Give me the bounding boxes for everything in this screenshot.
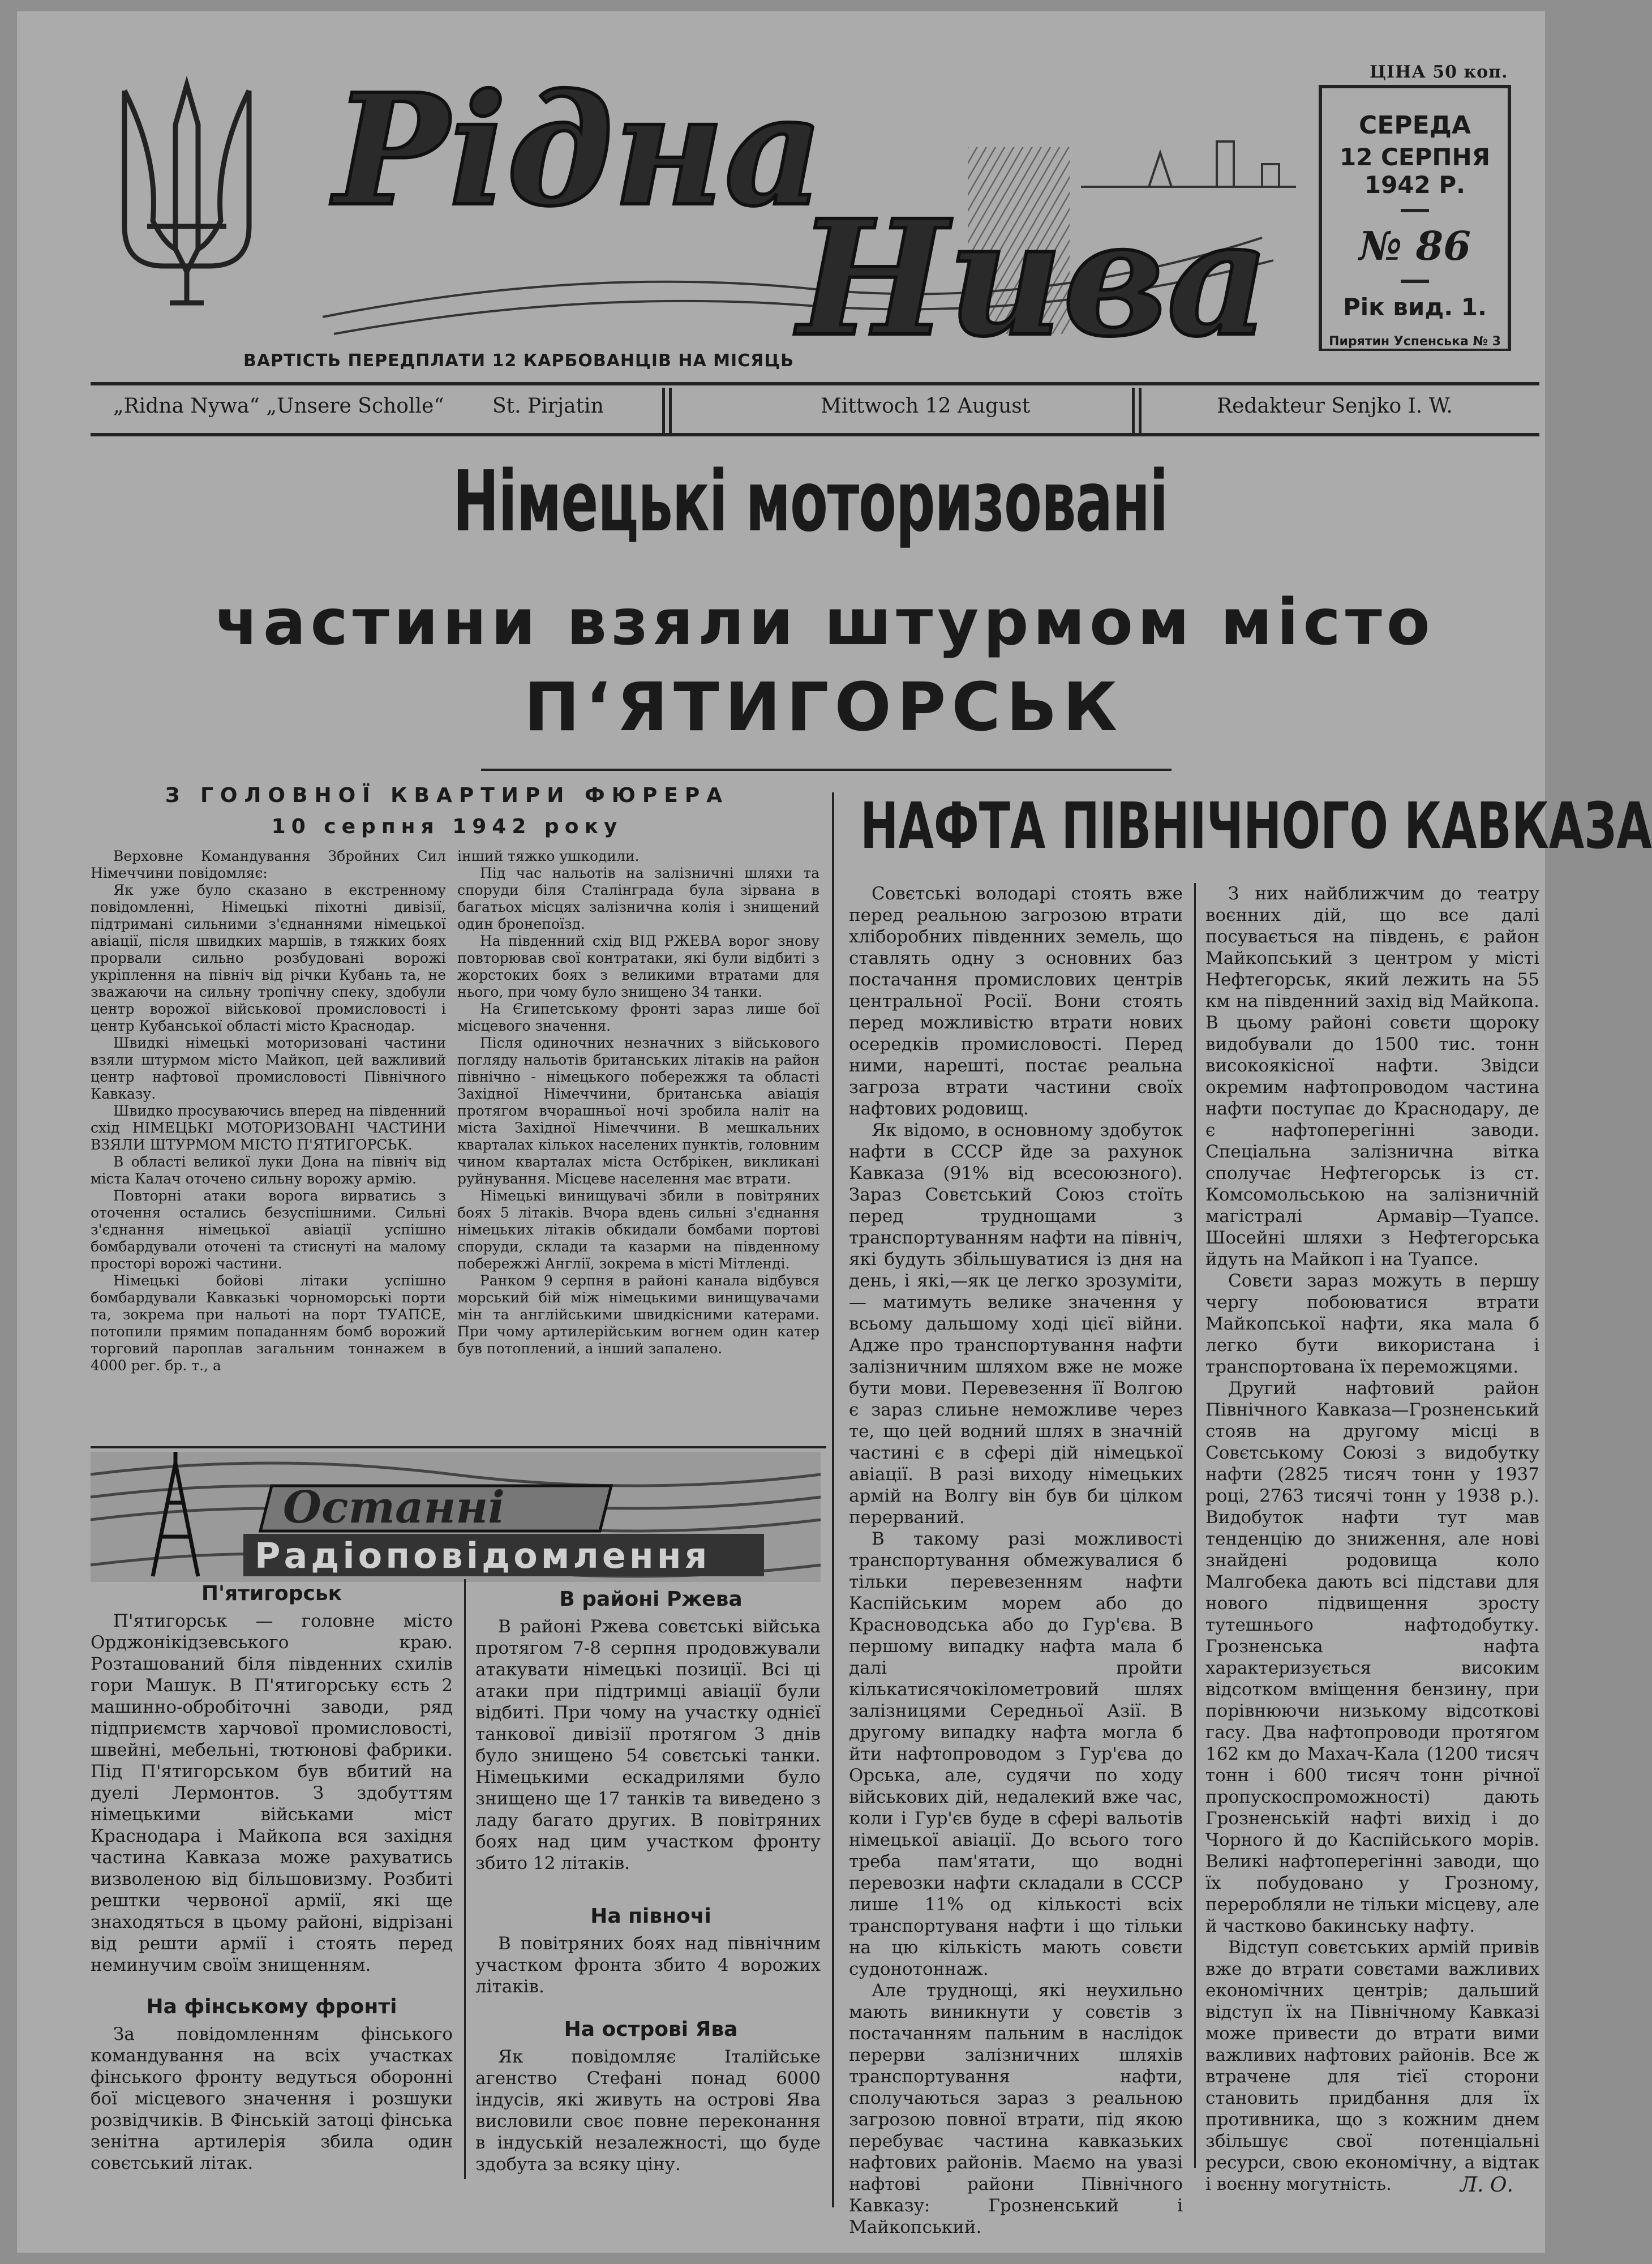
paragraph: В повітряних боях над північним участком фронта збито 4 ворожих літаків.: [475, 1933, 821, 1997]
paragraph: В районі Ржева совєтські війська протягом 7-8 серпня продовжували атакувати німецькі позиції. Всі ці атаки при підтримці авіації були відбиті. При чому на участку однієї танкової дивізії протягом 3 днів було знищено 54 совєтські танки. Німецькими ескадрилями було знищено ще 17 танків та виведено з ладу багато других. В повітряних боях над цим участком фронту збито 12 літаків.: [475, 1616, 821, 1873]
paragraph: Але труднощі, які неухильно мають виникнути у совєтів з постачанням пальним в наслідок перерви залізничних шляхів транспортування нафти, сполучаються зараз з реальною загрозою повної втрати, під якою перебуває частина кавказьких нафтових районів. Маємо на увазі нафтові райони Північного Кавказу: Грозненський і Майкопський.: [849, 1980, 1183, 2237]
issue-date-box: [1319, 85, 1511, 351]
radio-news-banner: [91, 1452, 821, 1582]
hq-section-date: 10 серпня 1942 року: [271, 815, 623, 838]
rzhev-head: В районі Ржева: [559, 1588, 743, 1611]
paragraph: Ранком 9 серпня в районі канала відбувся морський бій між німецькими винищувачами мін та англійськими швидкісними катерами. При чому артилерійським вогнем один катер був потоплений, а інший запалено.: [457, 1272, 819, 1357]
java-text: [475, 2046, 821, 2175]
paragraph: Совєтські володарі стоять вже перед реальною загрозою втрати хліборобних південних земель, що ставлять одну з основних баз постачання промислових центрів центральної Росії. Вони стоять перед можливістю втрати нових осередків промисловості. Перед ними, нарешті, постає реальна загроза втрати частини своїх нафтових родовищ.: [849, 884, 1183, 1119]
publisher-address: Пирятин Успенська № 3: [1322, 335, 1508, 349]
paragraph: Після одиночних незначних з військового погляду нальотів британських літаків на район північно - німецького побережжя та області Західної Німеччини, британська авіація протягом вчорашньої ночі зробила наліт на міста Західної Німеччини. В мешкальних кварталах кількох населених пунктів, головним чином кварталах міста Остбрікен, викликані руйнування. Місцеве населення має втрати.: [457, 1035, 819, 1187]
paragraph: Німецькі винищувачі збили в повітряних боях 5 літаків. Вчора вдень сильні з'єднання німецьких літаків обкидали бомбами портові споруди, склади та казарми на південному побережжі Англії, зокрема в місті Мітленді.: [457, 1187, 819, 1272]
paragraph: Швидко просуваючись вперед на південний схід НІМЕЦЬКІ МОТОРИЗОВАНІ ЧАСТИНИ ВЗЯЛИ ШТУРМОМ МІСТО П'ЯТИГОРСЬК.: [91, 1103, 446, 1153]
divider: [1401, 209, 1429, 212]
north-head: На півночі: [590, 1905, 711, 1928]
banner-title-line1: Останні: [283, 1482, 505, 1533]
price-label: ЦІНА 50 коп.: [1370, 62, 1508, 82]
divider: [662, 388, 665, 433]
paragraph: Як повідомляє Італійське агенство Стефані понад 6000 індусів, які живуть на острові Ява висловили своє повне переконання в індуській незалежності, що буде здобута за всяку ціну.: [475, 2047, 821, 2175]
subscription-info: ВАРТІСТЬ ПЕРЕДПЛАТИ 12 КАРБОВАНЦІВ НА МІСЯЦЬ: [243, 351, 794, 371]
paragraph: Як уже було сказано в екстренному повідомленні, Німецькі піхотні дивізії, підтримані сильними з'єднаннями німецької авіації, після швидких маршів, в тяжких боях прорвали сильно розбудовані ворожі укріплення на північ від річки Кубань та, не зважаючи на сильну тропічну спеку, здобули центр ворожої військової промисловості і центр Кубанської області місто Краснодар.: [91, 882, 446, 1034]
column-rule: [1194, 883, 1196, 2168]
hq-section-head: З ГОЛОВНОЇ КВАРТИРИ ФЮРЕРА: [165, 784, 730, 807]
issue-year: Рік вид. 1.: [1343, 293, 1487, 321]
divider: [481, 769, 1172, 771]
article-signoff: Л. О.: [1460, 2173, 1513, 2197]
oil-article-title: НАФТА ПІВНІЧНОГО КАВКАЗА: [860, 790, 1652, 863]
paragraph: Швидкі німецькі моторизовані частини взяли штурмом місто Майкоп, цей важливий центр нафтової промисловості Північного Кавказу.: [91, 1035, 446, 1102]
banner-title-line2: Радіоповідомлення: [255, 1535, 711, 1576]
german-info-row: [91, 388, 1539, 433]
oil-column-2: [1205, 883, 1539, 2194]
finnish-front-head: На фінському фронті: [146, 1995, 397, 2018]
column-rule: [832, 792, 834, 2207]
german-editor: Redakteur Senjko I. W.: [1217, 395, 1453, 418]
headline-line1: Німецькі моторизовані: [453, 453, 1168, 550]
headline-line2: частини взяли штурмом місто: [215, 586, 1435, 659]
rzhev-text: [475, 1616, 821, 1874]
paragraph: За повідомленням фінського командування на всіх участках фінського фронту ведуться оборонні бої місцевого значення і розшуки розвідчиків. В Фінській затоці фінська зенітна артилерія збила один совєтський літак.: [91, 2024, 453, 2173]
hq-column-1: [91, 848, 446, 1442]
paragraph: Другий нафтовий район Північного Кавказа—Грозненський стояв на другому місці в Совєтському Союзі з видобутку нафти (2825 тисяч тонн у 1937 році, 2763 тисячі тонн у 1938 р.). Видобуток нафти тут мав тенденцію до зниження, але нові знайдені родовища коло Малгобека дають всі підстави для нового підвищення зросту тутешнього нафтодобутку. Грозненська нафта характеризується високим відсотком вміщення бензину, при порівнюючи низькому відсоткові гасу. Два нафтопроводи протягом 162 км до Махач-Кала (1200 тисяч тонн і 600 тисяч тонн річної пропускоспроможності) дають Грозненській нафті вихід і до Чорного й до Каспійського морів. Великі нафтоперегінні заводи, що їх побудовано у Грозному, переробляли не тільки місцеву, але й частково бакинську нафту.: [1205, 1378, 1539, 1936]
newspaper-page: [17, 11, 1652, 2253]
issue-number: № 86: [1359, 222, 1471, 269]
issue-date: 12 СЕРПНЯ 1942 Р.: [1339, 143, 1490, 199]
divider: [91, 382, 1539, 385]
paragraph: інший тяжко ушкодили.: [457, 848, 640, 864]
hq-column-2: [457, 848, 819, 1442]
pyatigorsk-head: П'ятигорськ: [201, 1582, 342, 1605]
paragraph: На Єгипетському фронті зараз лише бої місцевого значення.: [457, 1001, 819, 1034]
column-rule: [464, 1579, 466, 2179]
divider: [669, 388, 672, 433]
north-text: [475, 1933, 821, 1997]
oil-column-1: [849, 883, 1183, 2237]
divider: [91, 433, 1539, 436]
divider: [1139, 388, 1142, 433]
divider: [1132, 388, 1135, 433]
headline-line3: П‘ЯТИГОРСЬК: [524, 668, 1123, 746]
masthead-title-line1: Рідна: [334, 60, 824, 240]
german-place: St. Pirjatin: [492, 395, 604, 418]
german-titles: „Ridna Nywa“ „Unsere Scholle“: [113, 395, 444, 418]
paragraph: В такому разі можливості транспортування обмежувалися б тільки перевезенням нафти Каспійським морем або до Красноводська або до Гур'єва. В першому випадку нафта мала б далі пройти кількатисячокілометровий шлях залізницями Середньої Азії. В другому випадку нафта могла б йти нафтопроводом з Гур'єва до Орська, але, судячи по ходу військових дій, недалекий вже час, коли і Гур'єв буде в сфері вальотів німецької авіації. До всього того треба пам'ятати, що водні перевозки нафти складали в СССР лише 11% од кількості всіх транспортуваня нафти і що тільки на цю кількість мають совєти судонотоннаж.: [849, 1529, 1183, 1979]
paragraph: Під час нальотів на залізничні шляхи та споруди біля Сталінграда була зірвана в багатьох місцях залізнична колія і знищений один бронепоїзд.: [457, 865, 819, 932]
paragraph: Повторні атаки ворога вирватись з оточення остались безуспішними. Сильні з'єднання німецької авіації успішно бомбардували оточені та стиснуті на малому просторі ворожі частини.: [91, 1187, 446, 1272]
trident-emblem-icon: [113, 79, 260, 306]
paragraph: В області великої луки Дона на північ від міста Калач оточено сильну ворожу армію.: [91, 1154, 446, 1187]
paragraph: На південний схід ВІД РЖЕВА ворог знову повторював свої контратаки, які були відбиті з жорстоких боях з великими втратами для нього, при чому було знищено 34 танки.: [457, 933, 819, 1000]
pyatigorsk-text: [91, 1610, 453, 1976]
divider: [1401, 280, 1429, 283]
paragraph: П'ятигорськ — головне місто Орджонікідзевського краю. Розташований біля південних схилів гори Машук. В П'ятигорську єсть 2 машинно-обробіточні заводи, ряд підприємств харчової промисловості, швейні, мебельні, тютюнові фабрики. Під П'ятигорськом був вбитий на дуелі Лермонтов. З здобуттям німецькими військами міст Краснодара і Майкопа вся західня частина Кавказа може рахуватись визволеною від більшовизму. Розбиті рештки червоної армії, які ще знаходяться в цьому районі, відрізані від решти армії і стоять перед неминучим своїм знищенням.: [91, 1611, 453, 1975]
paragraph: Відступ совєтських армій привів вже до втрати совєтами важливих економічних центрів; дальший відступ їх на Північному Кавказі може привести до втрати вими важливих нафтових районів. Все ж втрачене для тієї сторони становить придбання для їх противника, що з кожним днем збільшує свої потенціальні ресурси, свою економічну, а відтак і воєнну могутність.: [1205, 1937, 1539, 2194]
paragraph: Як відомо, в основному здобуток нафти в СССР йде за рахунок Кавказа (91% від всесоюзного). Зараз Совєтський Союз стоїть перед труднощами з транспортуванням нафти на північ, які будуть збільшуватися із дня на день, і які,—як це легко зрозуміти, — матимуть велике значення у всьому дальшому ході цієї війни. Адже про транспортування нафти залізничним шляхом вже не може бути мови. Перевезення її Волгою є зараз слиьне неможливе через те, що цей водний шлях в значній частині є в сфері дій німецької авіації. В разі виходу німецьких армій на Волгу він був би цілком перерваний.: [849, 1120, 1183, 1528]
java-head: На острові Ява: [564, 2018, 738, 2041]
issue-day: СЕРЕДА: [1359, 111, 1471, 140]
paragraph: З них найближчим до театру воєнних дій, що все далі посувається на південь, є район Майкопський з центром у місті Нефтегорськ, який лежить на 55 км на південний захід від Майкопа. В цьому районі совєти щороку видобували до 1500 тис. тонн високоякісної нафти. Звідси окремим нафтопроводом частина нафти поступає до Краснодару, де є нафтоперегінні заводи. Спеціальна залізнична вітка сполучає Нефтегорськ із ст. Комсомольською на залізничній магістралі Армавір—Туапсе. Шосейні шляхи з Нефтегорська йдуть на Майкоп і на Туапсе.: [1205, 884, 1539, 1270]
paragraph: Німецькі бойові літаки успішно бомбардували Кавказькі чорноморські порти та, зокрема при нальоті на порт ТУАПСЕ, потопили прямим попаданням бомб ворожий торговий пароплав загальним тоннажем в 4000 рег. бр. т., а: [91, 1272, 446, 1374]
german-date: Mittwoch 12 August: [821, 395, 1031, 418]
masthead-title-line2: Нива: [798, 186, 1270, 372]
paragraph: Совєти зараз можуть в першу чергу побоюватися втрати Майкопської нафти, яка мала б легко бути використана і транспортована їх переможцями.: [1205, 1271, 1539, 1377]
finnish-front-text: [91, 2023, 453, 2174]
divider: [91, 1446, 826, 1448]
paragraph: Верховне Командування Збройних Сил Німеччини повідомляє:: [91, 848, 446, 881]
